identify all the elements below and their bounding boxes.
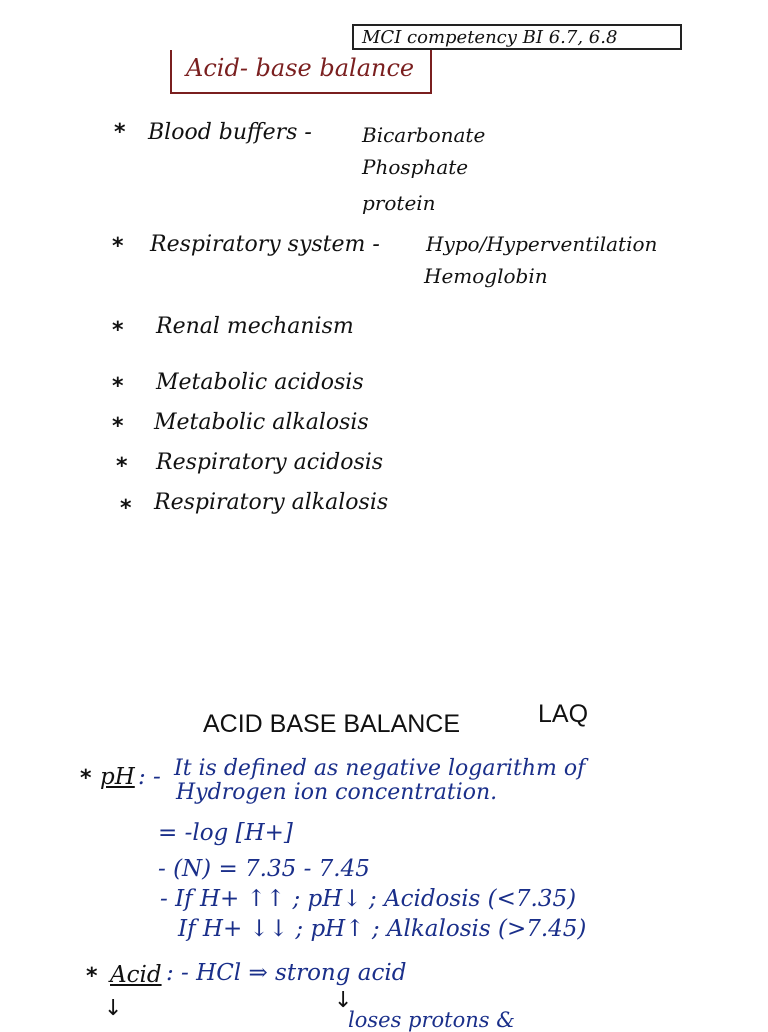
- down-arrow-icon: ↓: [334, 988, 353, 1013]
- acid-partial-text: loses protons &: [348, 1008, 515, 1032]
- ph-definition-line-2: Hydrogen ion concentration.: [176, 780, 498, 805]
- ph-normal-range: - (N) = 7.35 - 7.45: [158, 856, 370, 882]
- bullet-icon: *: [114, 120, 126, 145]
- bullet-icon: *: [112, 318, 124, 343]
- bullet-icon: *: [120, 496, 132, 521]
- bullet-icon: *: [116, 454, 128, 479]
- sub-bicarbonate: Bicarbonate: [362, 123, 486, 147]
- item-renal-mechanism: Renal mechanism: [156, 314, 354, 339]
- sub-phosphate: Phosphate: [362, 155, 469, 179]
- item-respiratory-system: Respiratory system -: [150, 232, 380, 257]
- acid-label: Acid: [110, 962, 162, 988]
- ph-colon: : -: [138, 764, 161, 790]
- ph-definition-line-1: It is defined as negative logarithm of: [174, 756, 586, 781]
- laq-label: LAQ: [538, 700, 589, 728]
- ph-alkalosis-condition: If H+ ↓↓ ; pH↑ ; Alkalosis (>7.45): [178, 916, 587, 942]
- down-arrow-icon: ↓: [104, 996, 123, 1021]
- ph-formula: = -log [H+]: [158, 820, 293, 846]
- item-respiratory-acidosis: Respiratory acidosis: [156, 450, 384, 475]
- sub-protein: protein: [362, 191, 436, 215]
- bullet-icon: *: [112, 234, 124, 259]
- mci-competency-label: MCI competency BI 6.7, 6.8: [352, 24, 682, 50]
- sub-hypo-hyperventilation: Hypo/Hyperventilation: [426, 232, 658, 256]
- ph-label: pH: [100, 764, 135, 790]
- ph-acidosis-condition: - If H+ ↑↑ ; pH↓ ; Acidosis (<7.35): [160, 886, 577, 912]
- bullet-icon: *: [80, 766, 92, 791]
- item-metabolic-alkalosis: Metabolic alkalosis: [154, 410, 369, 435]
- item-metabolic-acidosis: Metabolic acidosis: [156, 370, 364, 395]
- bullet-icon: *: [86, 964, 98, 989]
- bullet-icon: *: [112, 374, 124, 399]
- sub-hemoglobin: Hemoglobin: [424, 264, 548, 288]
- bullet-icon: *: [112, 414, 124, 439]
- acid-definition: : - HCl ⇒ strong acid: [166, 960, 407, 986]
- section-heading: ACID BASE BALANCE: [203, 710, 461, 738]
- item-blood-buffers: Blood buffers -: [148, 120, 312, 145]
- item-respiratory-alkalosis: Respiratory alkalosis: [154, 490, 389, 515]
- page-title: Acid- base balance: [186, 54, 415, 82]
